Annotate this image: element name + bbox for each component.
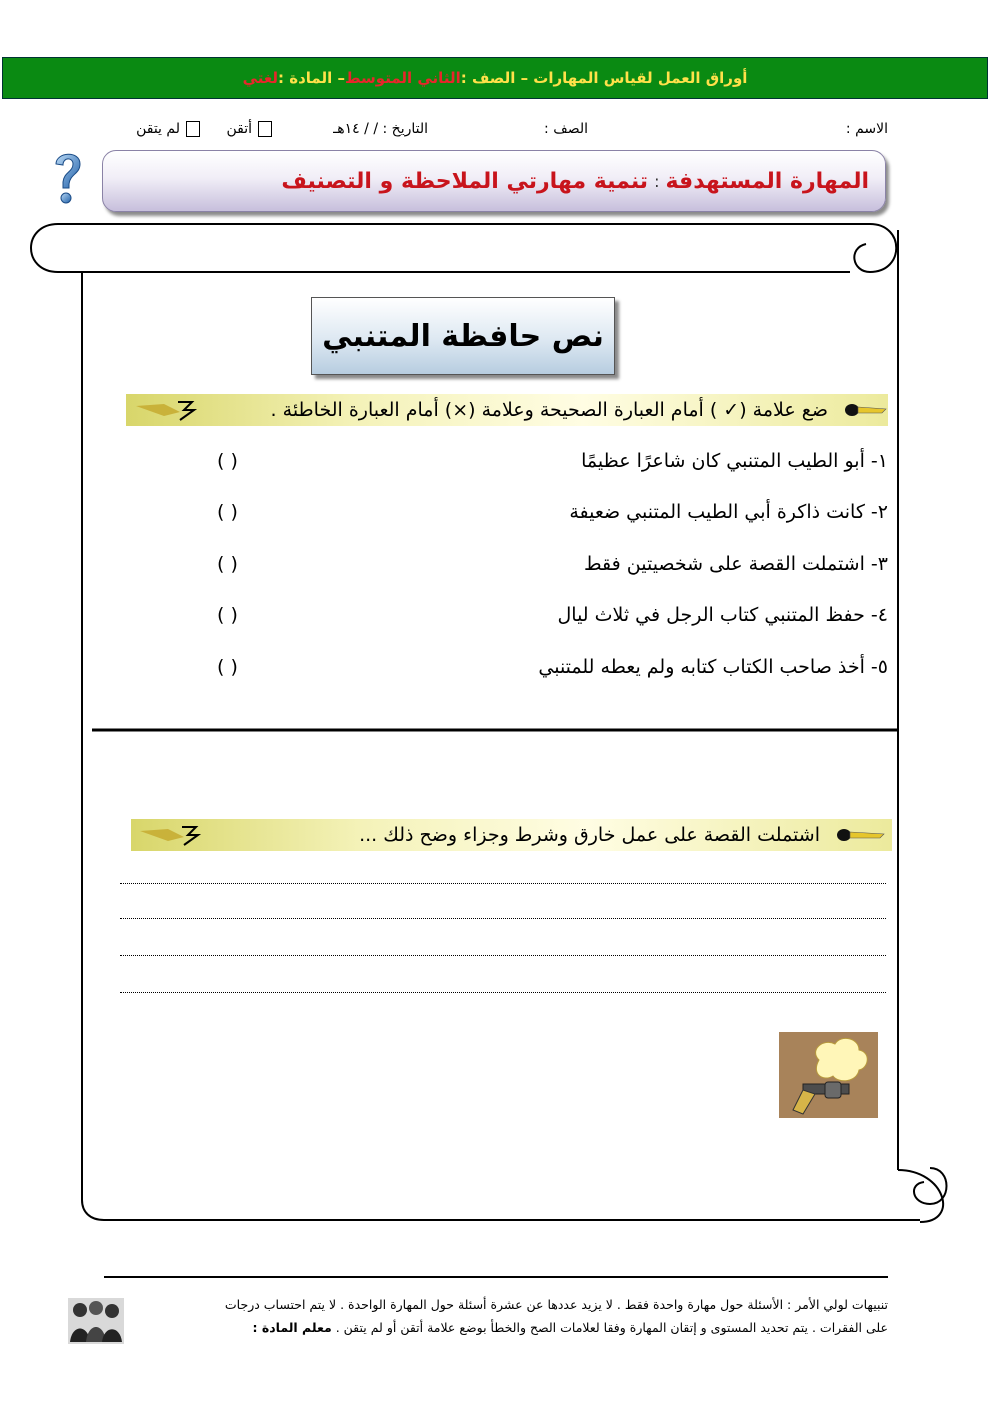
answer-line-2[interactable] bbox=[120, 918, 886, 919]
banner-grade: الثاني المتوسط bbox=[344, 69, 461, 87]
skill-value: تنمية مهارتي الملاحظة و التصنيف bbox=[281, 168, 649, 194]
answer-line-4[interactable] bbox=[120, 992, 886, 993]
class-label: الصف : bbox=[544, 121, 588, 137]
instruction-2: اشتملت القصة على عمل خارق وشرط وجزاء وضح ذلك ... bbox=[359, 824, 820, 846]
quill-pen-icon-2 bbox=[138, 823, 218, 847]
footer-divider bbox=[104, 1276, 888, 1278]
statement-4: ٤- حفظ المتنبي كتاب الرجل في ثلاث ليال bbox=[557, 604, 888, 626]
banner-text-2: – المادة : bbox=[278, 69, 345, 87]
answer-box-5[interactable]: ( ) bbox=[217, 656, 238, 678]
quill-pen-icon bbox=[134, 398, 214, 422]
pointing-hand-icon-2 bbox=[834, 823, 888, 847]
date-label: التاريخ : / / ١٤هـ bbox=[333, 121, 428, 137]
footer-line-2-text: على الفقرات . يتم تحديد المستوى و إتقان المهارة وفقا لعلامات الصح والخطأ بوضع علامة أتقن أو لم يتقن . bbox=[331, 1320, 888, 1335]
instruction-band-1 bbox=[126, 394, 888, 426]
banner-subject: لغتي bbox=[242, 69, 279, 87]
footer-notes bbox=[66, 1293, 888, 1339]
answer-box-3[interactable]: ( ) bbox=[217, 553, 238, 575]
instruction-band-2 bbox=[131, 819, 892, 851]
statement-5: ٥- أخذ صاحب الكتاب كتابه ولم يعطه للمتنبي bbox=[538, 656, 888, 678]
statement-2: ٢- كانت ذاكرة أبي الطيب المتنبي ضعيفة bbox=[569, 501, 888, 523]
footer-line-1: تنبيهات لولي الأمر : الأسئلة حول مهارة واحدة فقط . لا يزيد عددها عن عشرة أسئلة حول المهارة الواحدة . لا يتم احتساب درجات bbox=[224, 1297, 888, 1312]
mastered-label: أتقن bbox=[226, 121, 252, 137]
skill-label: المهارة المستهدفة bbox=[665, 168, 869, 194]
statement-3: ٣- اشتملت القصة على شخصيتين فقط bbox=[584, 553, 888, 575]
instruction-1: ضع علامة (✓ ) أمام العبارة الصحيحة وعلامة (×) أمام العبارة الخاطئة . bbox=[270, 399, 828, 421]
statement-1: ١- أبو الطيب المتنبي كان شاعرًا عظيمًا bbox=[581, 450, 888, 472]
answer-box-4[interactable]: ( ) bbox=[217, 604, 238, 626]
answer-box-1[interactable]: ( ) bbox=[217, 450, 238, 472]
teacher-label: معلم المادة : bbox=[252, 1320, 332, 1335]
skill-colon: : bbox=[654, 171, 660, 191]
answer-line-3[interactable] bbox=[120, 955, 886, 956]
revolver-clipart-icon bbox=[779, 1032, 878, 1118]
answer-box-2[interactable]: ( ) bbox=[217, 501, 238, 523]
answer-line-1[interactable] bbox=[120, 883, 886, 884]
pointing-hand-icon bbox=[842, 398, 888, 422]
lesson-title: نص حافظة المتنبي bbox=[311, 297, 615, 375]
footer-line-2 bbox=[66, 1316, 888, 1339]
name-label: الاسم : bbox=[845, 121, 888, 137]
banner-text: أوراق العمل لقياس المهارات – الصف : bbox=[460, 69, 748, 87]
not-mastered-label: لم يتقن bbox=[136, 121, 180, 137]
